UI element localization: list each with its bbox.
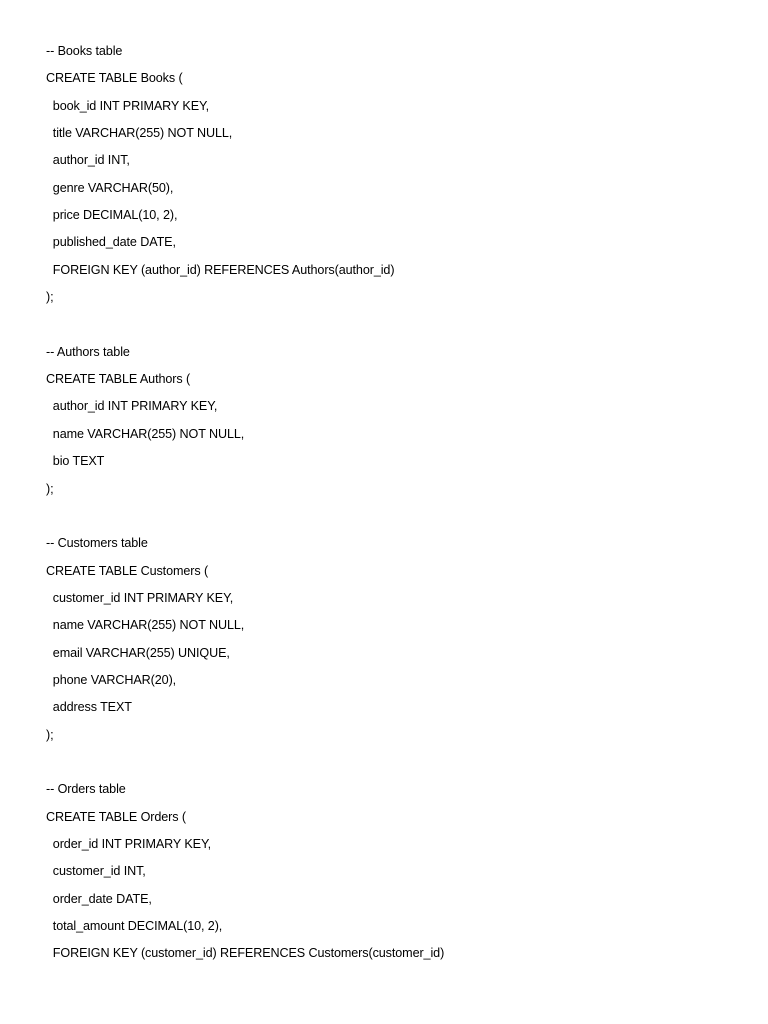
comment-line: -- Authors table xyxy=(46,344,130,359)
code-line: book_id INT PRIMARY KEY, xyxy=(46,98,210,113)
sql-schema-text xyxy=(46,38,736,968)
code-line: ); xyxy=(46,481,54,496)
code-line: CREATE TABLE Books ( xyxy=(46,71,183,86)
code-line: price DECIMAL(10, 2), xyxy=(46,208,178,223)
comment-line: -- Customers table xyxy=(46,536,148,551)
code-line: customer_id INT, xyxy=(46,864,146,879)
code-line: CREATE TABLE Customers ( xyxy=(46,563,209,578)
blank-line xyxy=(46,311,736,338)
code-line: bio TEXT xyxy=(46,454,105,469)
code-line: title VARCHAR(255) NOT NULL, xyxy=(46,126,233,141)
code-line: FOREIGN KEY (author_id) REFERENCES Authors(author_id) xyxy=(46,262,395,277)
code-line: order_date DATE, xyxy=(46,891,152,906)
comment-line: -- Books table xyxy=(46,44,123,58)
code-line: address TEXT xyxy=(46,700,132,715)
blank-line xyxy=(46,503,736,530)
code-line: name VARCHAR(255) NOT NULL, xyxy=(46,618,245,633)
code-line: CREATE TABLE Authors ( xyxy=(46,372,191,387)
code-line: total_amount DECIMAL(10, 2), xyxy=(46,919,223,933)
code-line: genre VARCHAR(50), xyxy=(46,180,174,195)
code-line: author_id INT PRIMARY KEY, xyxy=(46,399,218,414)
blank-line xyxy=(46,749,736,776)
code-line: published_date DATE, xyxy=(46,235,176,250)
code-line: email VARCHAR(255) UNIQUE, xyxy=(46,645,230,660)
code-line: order_id INT PRIMARY KEY, xyxy=(46,836,212,851)
code-line: CREATE TABLE Orders ( xyxy=(46,809,186,824)
code-line: author_id INT, xyxy=(46,153,130,168)
code-line: ); xyxy=(46,727,54,742)
comment-line: -- Orders table xyxy=(46,782,126,797)
code-line: phone VARCHAR(20), xyxy=(46,672,177,687)
code-line: ); xyxy=(46,290,54,305)
code-line: FOREIGN KEY (customer_id) REFERENCES Customers(customer_id) xyxy=(46,946,445,961)
code-line: name VARCHAR(255) NOT NULL, xyxy=(46,426,245,441)
code-line: customer_id INT PRIMARY KEY, xyxy=(46,590,234,605)
